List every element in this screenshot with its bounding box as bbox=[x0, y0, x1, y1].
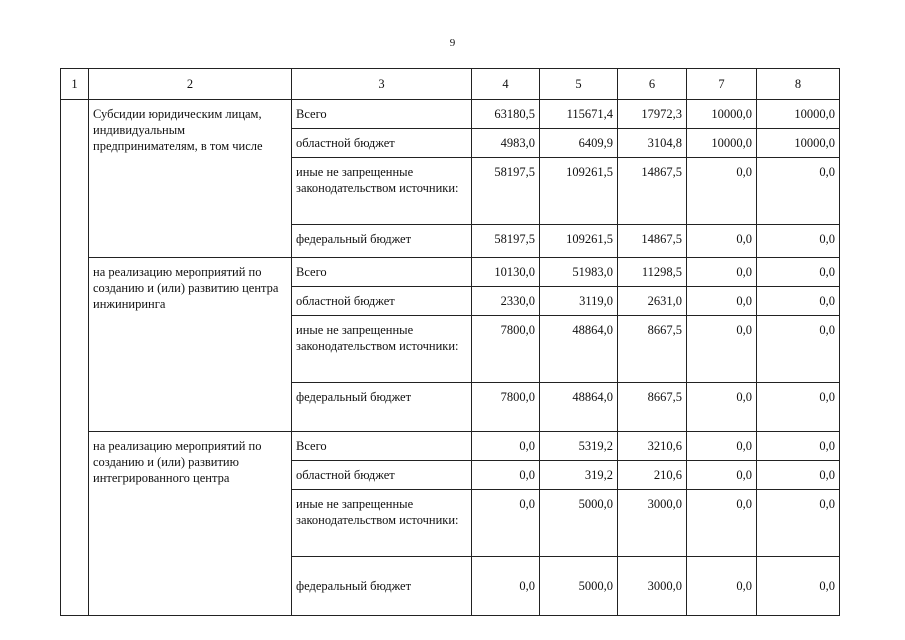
row-label: федеральный бюджет bbox=[292, 383, 472, 432]
header-col-4: 4 bbox=[472, 69, 540, 100]
row-label: Всего bbox=[292, 100, 472, 129]
value-cell: 0,0 bbox=[757, 225, 840, 258]
budget-table bbox=[60, 68, 840, 616]
value-cell: 48864,0 bbox=[540, 383, 618, 432]
value-cell: 10000,0 bbox=[757, 129, 840, 158]
value-cell: 48864,0 bbox=[540, 316, 618, 383]
value-cell: 0,0 bbox=[472, 490, 540, 557]
value-cell: 3210,6 bbox=[618, 432, 687, 461]
value-cell: 2631,0 bbox=[618, 287, 687, 316]
value-cell: 109261,5 bbox=[540, 158, 618, 225]
section-title: на реализацию мероприятий по созданию и (или) развитию интегрированного центра bbox=[89, 432, 292, 616]
row-label: федеральный бюджет bbox=[292, 225, 472, 258]
value-cell: 0,0 bbox=[687, 316, 757, 383]
value-cell: 63180,5 bbox=[472, 100, 540, 129]
value-cell: 11298,5 bbox=[618, 258, 687, 287]
table-row bbox=[61, 432, 840, 461]
value-cell: 4983,0 bbox=[472, 129, 540, 158]
header-col-8: 8 bbox=[757, 69, 840, 100]
header-col-6: 6 bbox=[618, 69, 687, 100]
header-col-3: 3 bbox=[292, 69, 472, 100]
value-cell: 14867,5 bbox=[618, 158, 687, 225]
table-row bbox=[61, 100, 840, 129]
value-cell: 0,0 bbox=[757, 287, 840, 316]
value-cell: 0,0 bbox=[757, 316, 840, 383]
header-col-2: 2 bbox=[89, 69, 292, 100]
value-cell: 10000,0 bbox=[757, 100, 840, 129]
value-cell: 58197,5 bbox=[472, 225, 540, 258]
header-col-5: 5 bbox=[540, 69, 618, 100]
value-cell: 51983,0 bbox=[540, 258, 618, 287]
value-cell: 8667,5 bbox=[618, 383, 687, 432]
value-cell: 319,2 bbox=[540, 461, 618, 490]
value-cell: 0,0 bbox=[687, 287, 757, 316]
value-cell: 5000,0 bbox=[540, 557, 618, 616]
value-cell: 3104,8 bbox=[618, 129, 687, 158]
value-cell: 3000,0 bbox=[618, 557, 687, 616]
value-cell: 10130,0 bbox=[472, 258, 540, 287]
value-cell: 5000,0 bbox=[540, 490, 618, 557]
value-cell: 115671,4 bbox=[540, 100, 618, 129]
value-cell: 0,0 bbox=[757, 490, 840, 557]
row-label: иные не запрещенные законодательством источники: bbox=[292, 158, 472, 225]
value-cell: 10000,0 bbox=[687, 129, 757, 158]
value-cell: 2330,0 bbox=[472, 287, 540, 316]
value-cell: 0,0 bbox=[472, 557, 540, 616]
row-label: иные не запрещенные законодательством источники: bbox=[292, 316, 472, 383]
value-cell: 0,0 bbox=[687, 557, 757, 616]
row-label: областной бюджет bbox=[292, 461, 472, 490]
value-cell: 0,0 bbox=[687, 158, 757, 225]
value-cell: 6409,9 bbox=[540, 129, 618, 158]
page-number: 9 bbox=[449, 37, 456, 49]
value-cell: 14867,5 bbox=[618, 225, 687, 258]
value-cell: 0,0 bbox=[757, 557, 840, 616]
value-cell: 0,0 bbox=[757, 383, 840, 432]
section-title: на реализацию мероприятий по созданию и (или) развитию центра инжиниринга bbox=[89, 258, 292, 432]
value-cell: 0,0 bbox=[687, 258, 757, 287]
row-label: Всего bbox=[292, 258, 472, 287]
value-cell: 3119,0 bbox=[540, 287, 618, 316]
header-row bbox=[61, 69, 840, 100]
value-cell: 0,0 bbox=[687, 225, 757, 258]
value-cell: 3000,0 bbox=[618, 490, 687, 557]
section-title: Субсидии юридическим лицам, индивидуальным предпринимателям, в том числе bbox=[89, 100, 292, 258]
value-cell: 5319,2 bbox=[540, 432, 618, 461]
row-label: Всего bbox=[292, 432, 472, 461]
value-cell: 17972,3 bbox=[618, 100, 687, 129]
value-cell: 58197,5 bbox=[472, 158, 540, 225]
header-col-7: 7 bbox=[687, 69, 757, 100]
value-cell: 0,0 bbox=[757, 461, 840, 490]
row-label: областной бюджет bbox=[292, 287, 472, 316]
row-label: федеральный бюджет bbox=[292, 557, 472, 616]
value-cell: 0,0 bbox=[757, 258, 840, 287]
value-cell: 0,0 bbox=[472, 432, 540, 461]
header-col-1: 1 bbox=[61, 69, 89, 100]
value-cell: 109261,5 bbox=[540, 225, 618, 258]
column-1-cell bbox=[61, 100, 89, 616]
value-cell: 7800,0 bbox=[472, 316, 540, 383]
value-cell: 10000,0 bbox=[687, 100, 757, 129]
value-cell: 0,0 bbox=[687, 383, 757, 432]
value-cell: 8667,5 bbox=[618, 316, 687, 383]
value-cell: 7800,0 bbox=[472, 383, 540, 432]
table-row bbox=[61, 258, 840, 287]
row-label: иные не запрещенные законодательством источники: bbox=[292, 490, 472, 557]
row-label: областной бюджет bbox=[292, 129, 472, 158]
value-cell: 210,6 bbox=[618, 461, 687, 490]
value-cell: 0,0 bbox=[687, 461, 757, 490]
value-cell: 0,0 bbox=[472, 461, 540, 490]
value-cell: 0,0 bbox=[687, 490, 757, 557]
value-cell: 0,0 bbox=[757, 158, 840, 225]
value-cell: 0,0 bbox=[687, 432, 757, 461]
value-cell: 0,0 bbox=[757, 432, 840, 461]
